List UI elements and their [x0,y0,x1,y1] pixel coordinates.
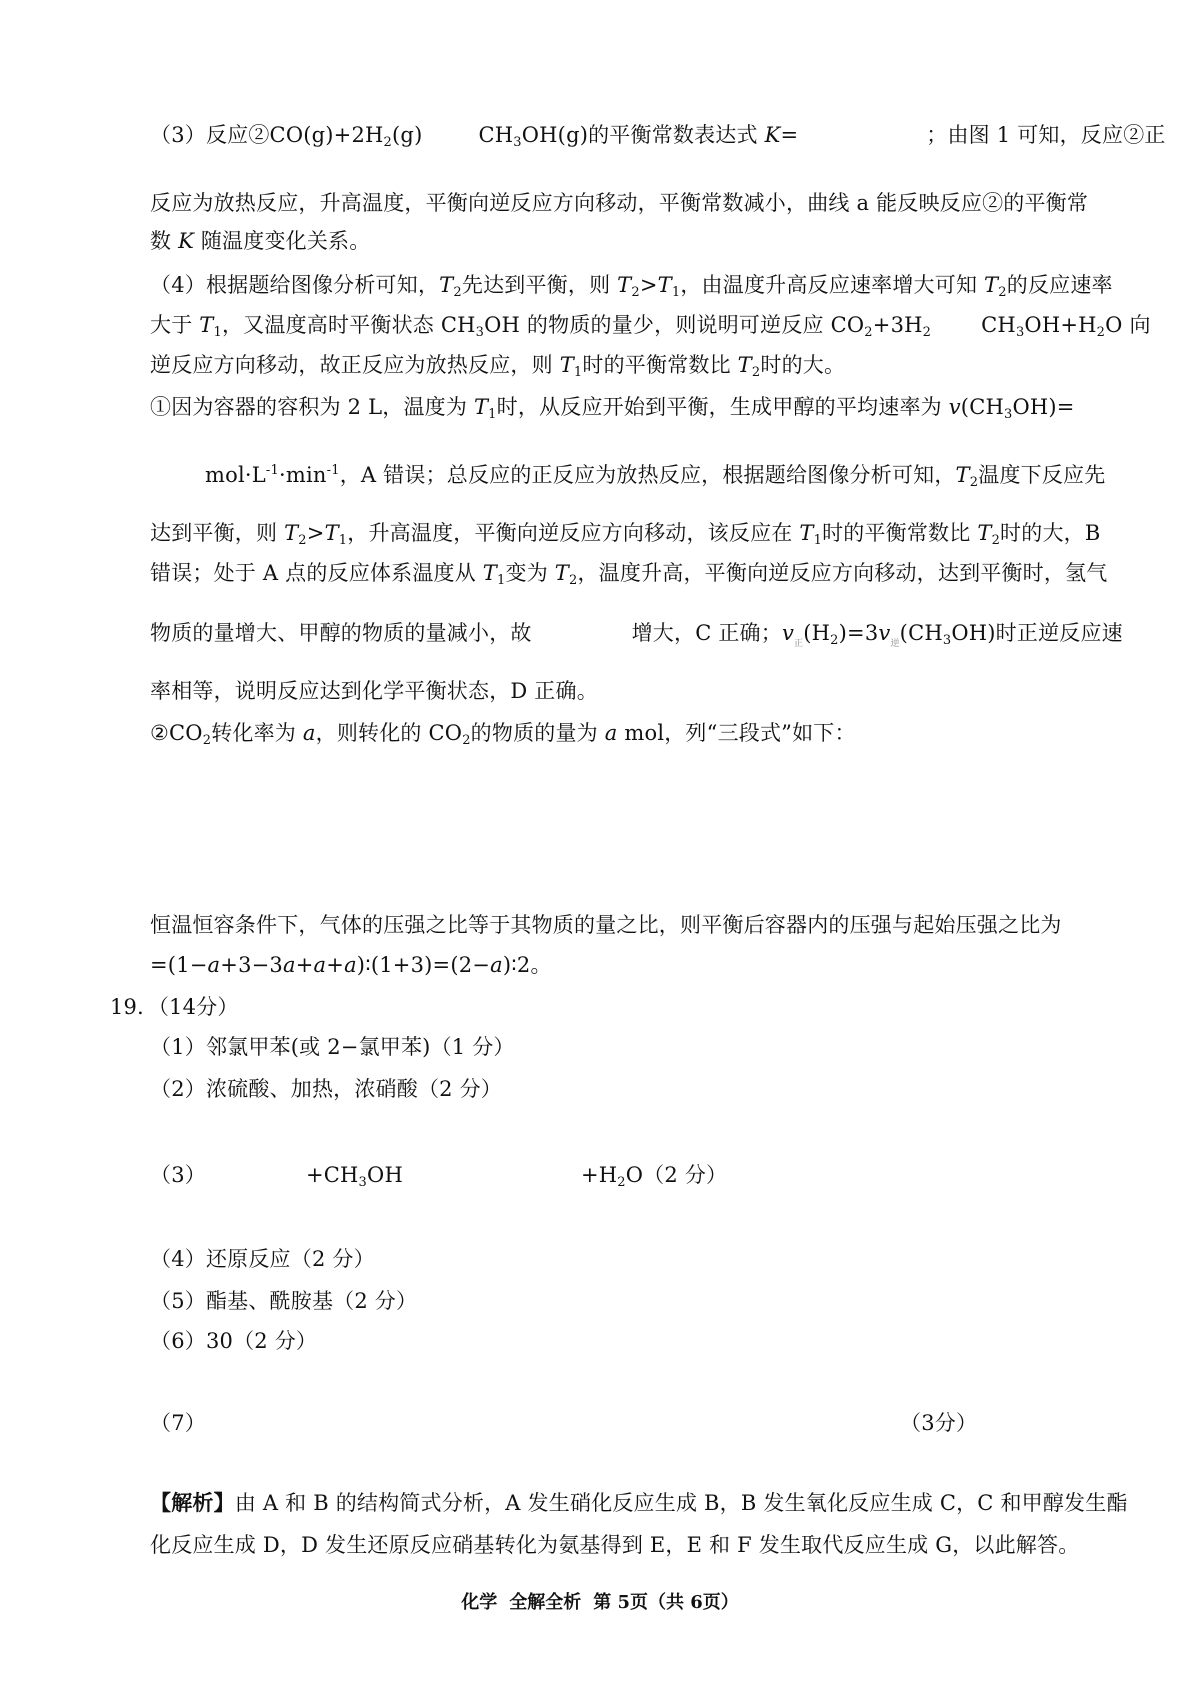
pressure-ratio-line2 [150,950,552,980]
footer-kind: 全解全析 [509,1592,582,1613]
text: > [306,521,325,545]
text: 时的平衡常数比 [582,353,738,377]
q18-4-line2 [150,310,1151,348]
text: =(1− [150,953,208,977]
text: )∶2。 [502,953,552,977]
symbol-v: v [878,621,891,645]
q19-answer-7-label: （7） [150,1411,206,1435]
text: 时，从反应开始到平衡，生成甲醇的平均速率为 [496,395,949,419]
text: 错误；处于 A 点的反应体系温度从 [150,561,483,585]
subscript: 2 [453,285,462,300]
q19-answer-5: （5）酯基、酰胺基（2 分） [150,1289,418,1313]
symbol-a: a [313,953,327,977]
text: 的反应速率 [1006,273,1113,297]
subscript: 2 [462,733,471,748]
text: ②CO [150,721,203,745]
symbol-v: v [781,621,795,645]
symbol-a: a [490,953,503,977]
q18-4-line3 [150,350,845,388]
text: ，则转化的 CO [315,721,463,745]
q18-4-choice1-line3 [150,518,1100,556]
q18-3-line3 [150,226,370,256]
subscript: 2 [991,533,1001,548]
text: O（2 分） [625,1163,728,1187]
symbol-T: T [799,521,814,545]
text: 物质的量增大、甲醇的物质的量减小，故 [150,621,532,645]
superscript: -1 [265,463,279,478]
q19-analysis-line1 [150,1488,1128,1518]
symbol-T: T [199,313,214,337]
text: +3H [872,313,923,337]
text: OH)时正逆反应速 [951,621,1123,645]
subscript: 逆 [890,639,900,649]
text: CH [981,313,1016,337]
q18-3-line2: 反应为放热反应，升高温度，平衡向逆反应方向移动，平衡常数减小，曲线 a 能反映反应②的平衡常 [150,191,1089,215]
subscript: 1 [573,365,583,380]
text: 大于 [150,313,200,337]
text: ；由图 1 可知，反应②正 [926,123,1166,147]
text: +3−3 [220,953,283,977]
subscript: 2 [830,633,839,648]
q18-4-line1 [150,270,1113,308]
q18-3-line1 [150,120,1166,158]
text: （3） [150,1163,206,1187]
symbol-T: T [439,273,454,297]
symbol-T: T [657,273,672,297]
text: ，又温度高时平衡状态 CH [221,313,476,337]
text: OH+H [1024,313,1097,337]
text: (H [803,621,831,645]
subscript: 2 [922,325,932,340]
text: = [780,123,799,147]
subscript: 3 [1015,325,1025,340]
text: 逆反应方向移动，故正反应为放热反应，则 [150,353,560,377]
q18-4-choice1-line6: 率相等，说明反应达到化学平衡状态，D 正确。 [150,679,598,703]
subscript: 1 [338,533,348,548]
text: (CH [960,395,1004,419]
subscript: 3 [358,1175,368,1190]
symbol-v: v [948,395,961,419]
subscript: 3 [513,135,522,150]
text: 随温度变化关系。 [193,229,371,253]
subscript: 2 [969,475,979,490]
symbol-T: T [984,273,999,297]
text: 达到平衡，则 [150,521,285,545]
text: OH(g)的平衡常数表达式 [521,123,765,147]
text: （4）根据题给图像分析可知， [150,273,440,297]
q19-analysis-line2: 化反应生成 D，D 发生还原反应硝基转化为氨基得到 E，E 和 F 发生取代反应生成 G，以此解答。 [150,1533,1080,1557]
text: 数 [150,229,179,253]
text: 先达到平衡，则 [461,273,618,297]
q18-4-choice2 [150,718,856,756]
text: + [326,953,345,977]
q19-answer-6: （6）30（2 分） [150,1329,318,1353]
subscript: 2 [569,573,578,588]
symbol-T: T [554,561,569,585]
q19-answer-7-score: （3分） [900,1411,978,1435]
text: 时的大，B [1000,521,1101,545]
subscript: 2 [298,533,307,548]
text: （3）反应②CO(g)+2H [150,123,384,147]
superscript: -1 [326,463,340,478]
subscript: 正 [794,639,804,649]
text: 温度下反应先 [978,463,1106,487]
symbol-a: a [302,721,316,745]
text: mol，列“三段式”如下： [617,721,856,745]
text: 转化率为 [211,721,303,745]
symbol-T: T [473,395,489,419]
text: OH)= [1012,395,1075,419]
subscript: 3 [475,325,485,340]
text: ，升高温度，平衡向逆反应方向移动，该反应在 [347,521,800,545]
text: 增大，C 正确； [631,621,782,645]
analysis-tag: 【解析】 [150,1490,235,1515]
subscript: 2 [631,285,640,300]
q19-heading: 19．（14分） [110,995,239,1019]
subscript: 1 [671,285,681,300]
text: ①因为容器的容积为 2 L，温度为 [150,395,474,419]
text: OH 的物质的量少，则说明可逆反应 CO [484,313,865,337]
text: + [295,953,314,977]
text: mol·L [205,463,266,487]
text: ·min [278,463,327,487]
text: +CH [305,1163,359,1187]
symbol-T: T [617,273,632,297]
text: OH [367,1163,403,1187]
text: +H [580,1163,618,1187]
q19-answer-4: （4）还原反应（2 分） [150,1247,375,1271]
text: (CH [899,621,943,645]
q18-4-choice1-line5 [150,618,1123,659]
symbol-T: T [324,521,339,545]
q18-4-choice1-cont [205,456,1105,498]
subscript: 1 [213,325,222,340]
text: 变为 [505,561,555,585]
footer-subject: 化学 [461,1592,498,1613]
symbol-T: T [559,353,574,377]
subscript: 3 [1003,407,1013,422]
text: O 向 [1105,313,1151,337]
subscript: 2 [1096,325,1106,340]
pressure-ratio-line1: 恒温恒容条件下，气体的压强之比等于其物质的量之比，则平衡后容器内的压强与起始压强之比为 [150,913,1062,937]
text: > [639,273,658,297]
text: ，A 错误；总反应的正反应为放热反应，根据题给图像分析可知， [339,463,956,487]
symbol-a: a [283,953,296,977]
symbol-T: T [284,521,299,545]
subscript: 1 [488,407,497,422]
subscript: 2 [751,365,761,380]
text: 由 A 和 B 的结构简式分析，A 发生硝化反应生成 B，B 发生氧化反应生成 C，C 和甲醇发生酯 [234,1491,1128,1515]
subscript: 2 [202,733,212,748]
subscript: 1 [497,573,506,588]
q19-answer-1: （1）邻氯甲苯(或 2−氯甲苯)（1 分） [150,1035,515,1059]
q19-answer-2: （2）浓硫酸、加热，浓硝酸（2 分） [150,1077,502,1101]
symbol-K: K [178,229,194,253]
subscript: 1 [813,533,823,548]
text: ，由温度升高反应速率增大可知 [680,273,985,297]
subscript: 3 [942,633,952,648]
text: 时的平衡常数比 [822,521,978,545]
text: 时的大。 [760,353,846,377]
text: CH [478,123,514,147]
q18-4-choice1-line4 [150,558,1107,596]
subscript: 2 [998,285,1007,300]
subscript: 2 [617,1175,626,1190]
text: 的物质的量为 [470,721,605,745]
q19-answer-3 [150,1160,727,1198]
text: (g) [392,123,423,147]
text: )∶(1+3)=(2− [356,953,491,977]
symbol-T: T [482,561,498,585]
subscript: 2 [864,325,873,340]
symbol-a: a [604,721,618,745]
symbol-T: T [737,353,752,377]
symbol-a: a [207,953,221,977]
symbol-T: T [977,521,992,545]
q18-4-choice1 [150,392,1075,430]
page-footer [0,1588,1200,1614]
symbol-K: K [764,123,781,147]
symbol-a: a [344,953,357,977]
text: )=3 [838,621,879,645]
text: ，温度升高，平衡向逆反应方向移动，达到平衡时，氢气 [577,561,1108,585]
subscript: 2 [383,135,393,150]
symbol-T: T [955,463,970,487]
footer-page-number: 第 5页（共 6页） [593,1592,739,1613]
